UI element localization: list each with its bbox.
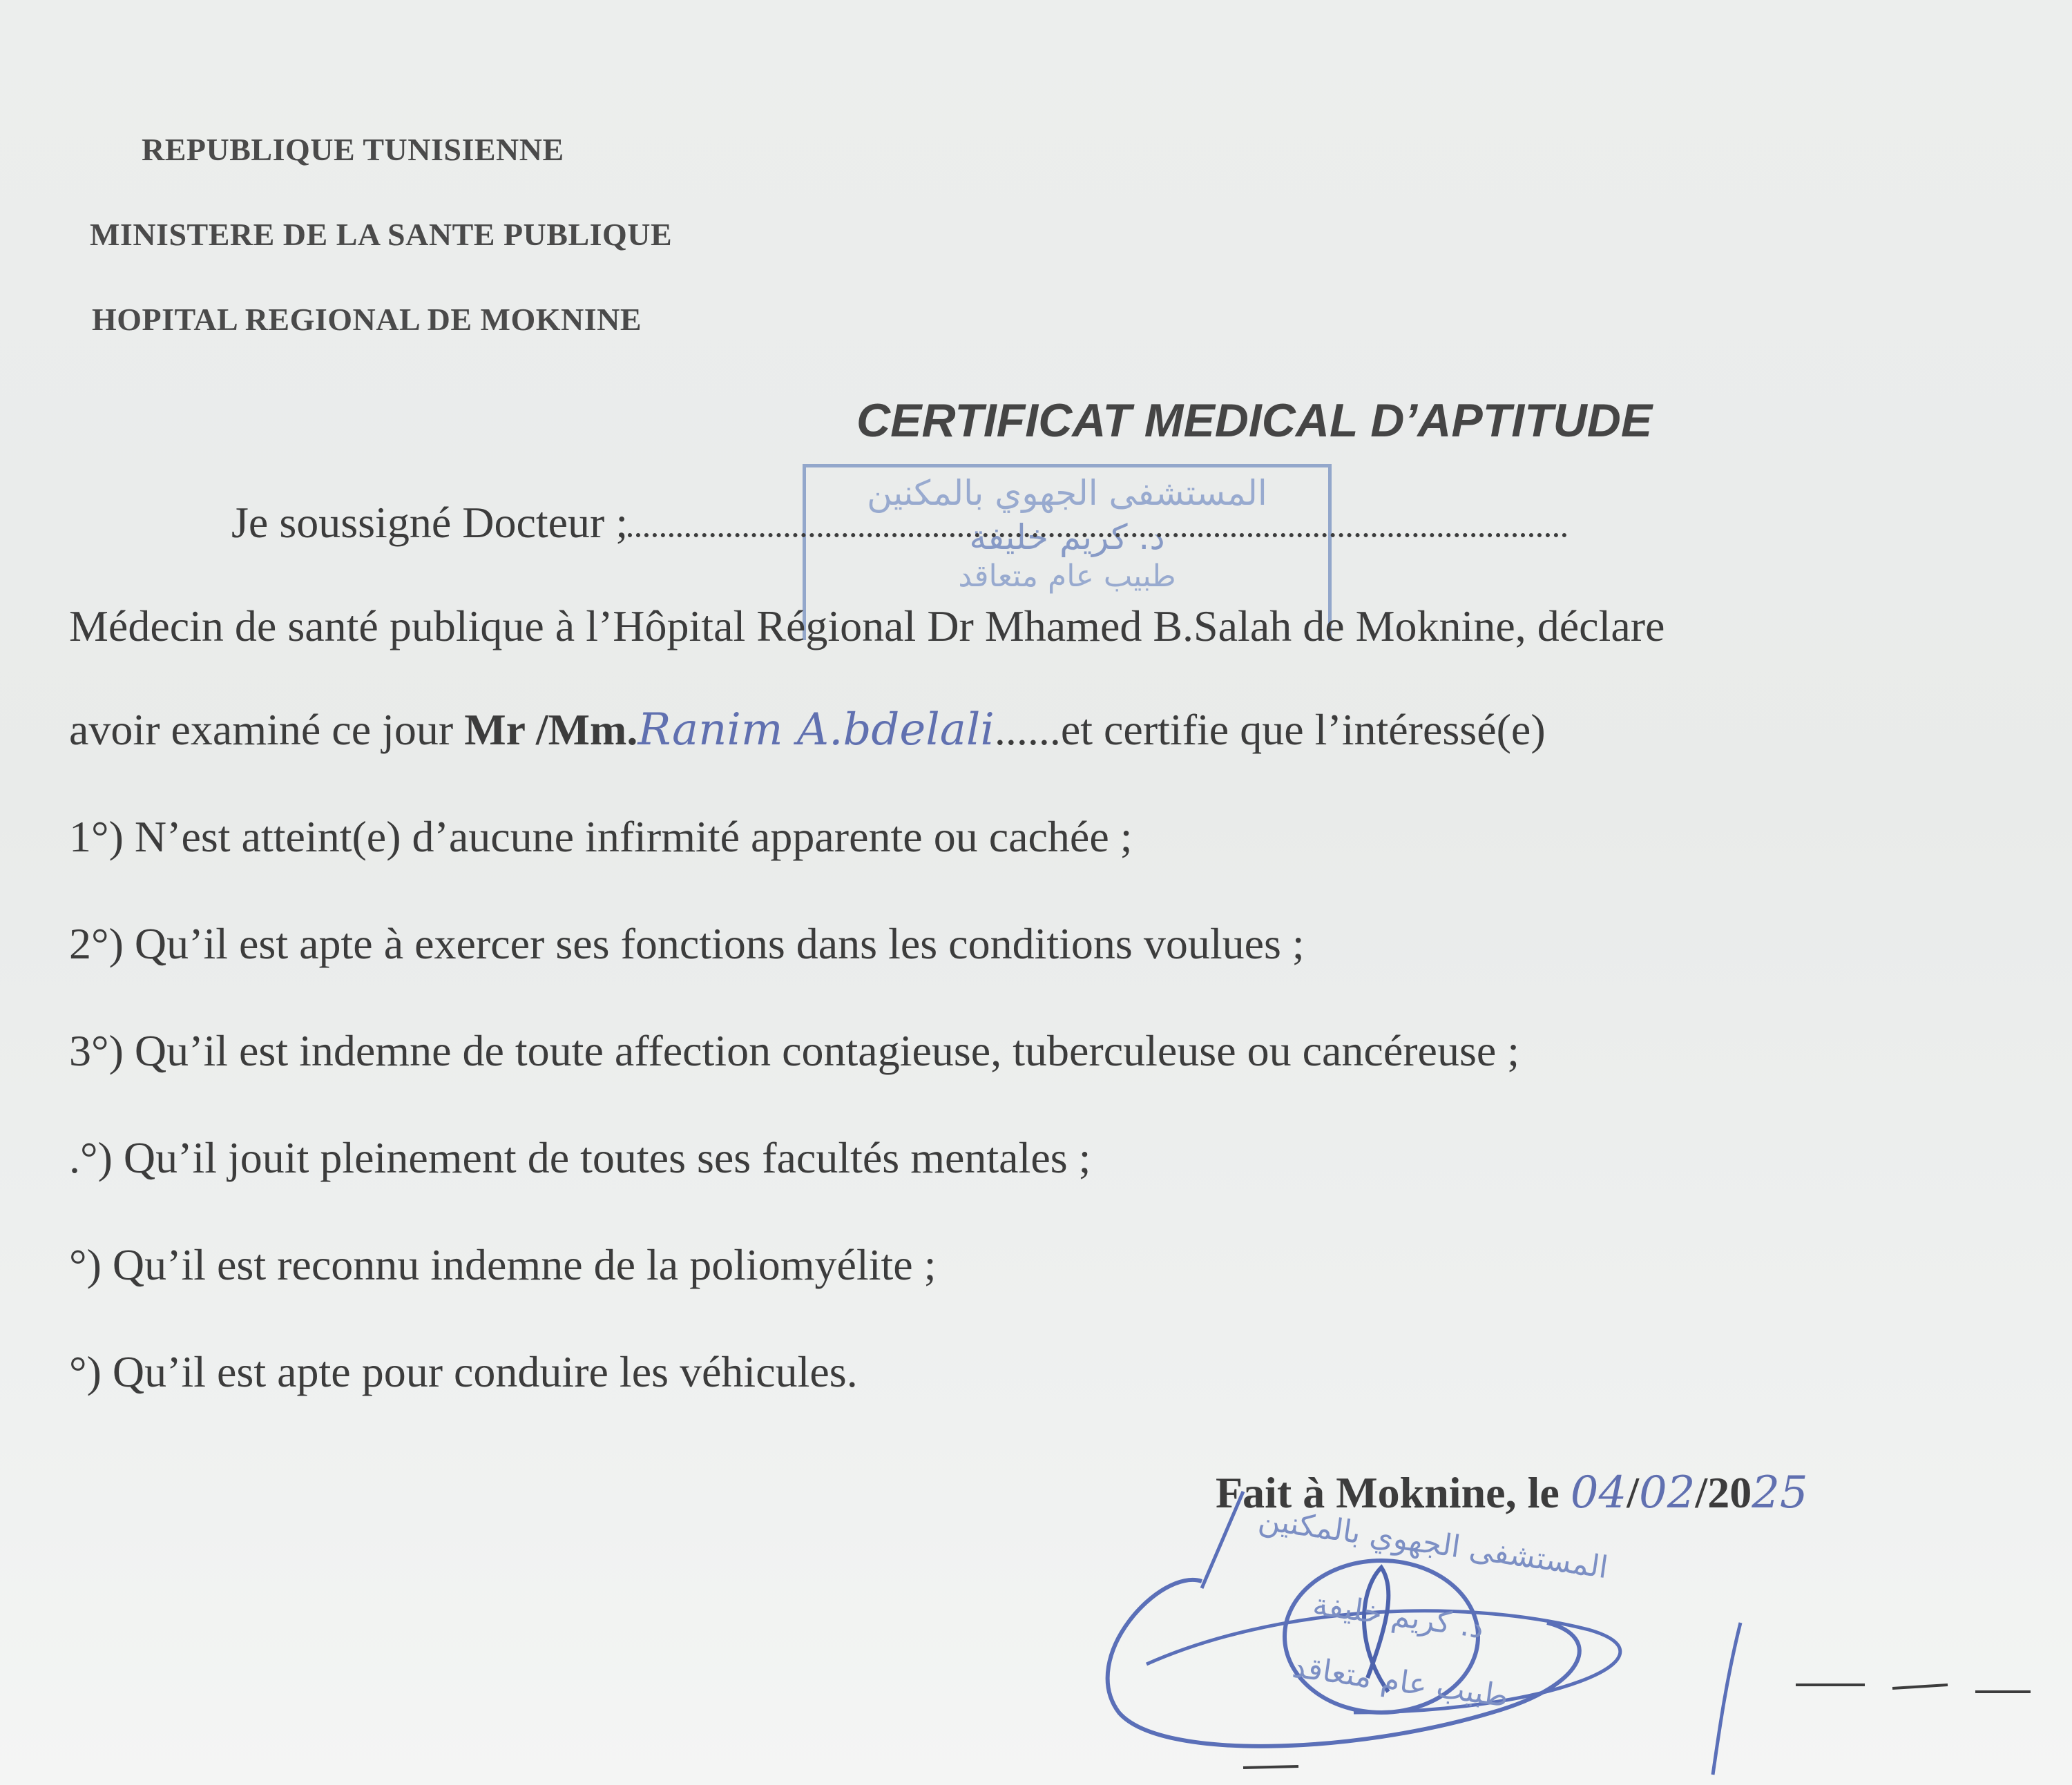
item-3: 3°) Qu’il est indemne de toute affection contagieuse, tuberculeuse ou cancéreuse ; [69, 1026, 1520, 1075]
stamp-hospital-name: المستشفى الجهوي بالمكنين [867, 473, 1267, 513]
stamp-doctor-role: طبيب عام متعاقد [958, 559, 1176, 594]
signature-and-stamp [1064, 1485, 2031, 1785]
item-4: .°) Qu’il jouit pleinement de toutes ses facultés mentales ; [69, 1133, 1091, 1182]
doctor-line [231, 497, 1567, 548]
date-month: 02 [1638, 1467, 1696, 1518]
exam-line [69, 704, 1546, 755]
header-ministry: MINISTERE DE LA SANTE PUBLIQUE [90, 217, 673, 252]
doctor-label: Je soussigné Docteur ; [231, 498, 629, 547]
item-6: °) Qu’il est apte pour conduire les véhicules. [69, 1347, 858, 1396]
place-label: Fait à Moknine, le [1216, 1468, 1571, 1517]
date-line: Fait à Moknine, le 04/02/2025 [1216, 1467, 1808, 1518]
signature-stamp-hospital: المستشفى الجهوي بالمكنين [1256, 1501, 1611, 1586]
signature-stamp-doctor: د. كريم خليفة [1310, 1586, 1486, 1646]
item-2: 2°) Qu’il est apte à exercer ses fonctions dans les conditions voulues ; [69, 919, 1305, 968]
patient-name: Ranim A.bdelali [637, 704, 995, 755]
item-5: °) Qu’il est reconnu indemne de la poliomyélite ; [69, 1240, 937, 1289]
doctor-name-field [628, 526, 1567, 537]
date-day: 04 [1570, 1467, 1627, 1518]
header-hospital: HOPITAL REGIONAL DE MOKNINE [92, 302, 642, 337]
signature-stamp-role: طبيب عام متعاقد [1289, 1649, 1511, 1715]
exam-suffix: ......et certifie que l’intéressé(e) [994, 705, 1546, 754]
header-republic: REPUBLIQUE TUNISIENNE [142, 132, 564, 167]
date-year-prefix: /20 [1695, 1468, 1752, 1517]
certificate-title: CERTIFICAT MEDICAL D’APTITUDE [856, 394, 1653, 447]
stamp-doctor-name: د. كريم خليفة [969, 517, 1165, 557]
exam-prefix: avoir examiné ce jour [69, 705, 465, 754]
signature-drawing [1064, 1485, 2031, 1785]
exam-title: Mr /Mm. [464, 705, 638, 754]
item-1: 1°) N’est atteint(e) d’aucune infirmité apparente ou cachée ; [69, 812, 1133, 861]
date-year-suffix: 25 [1752, 1467, 1808, 1518]
medecin-line: Médecin de santé publique à l’Hôpital Régional Dr Mhamed B.Salah de Moknine, déclare [69, 601, 1665, 650]
